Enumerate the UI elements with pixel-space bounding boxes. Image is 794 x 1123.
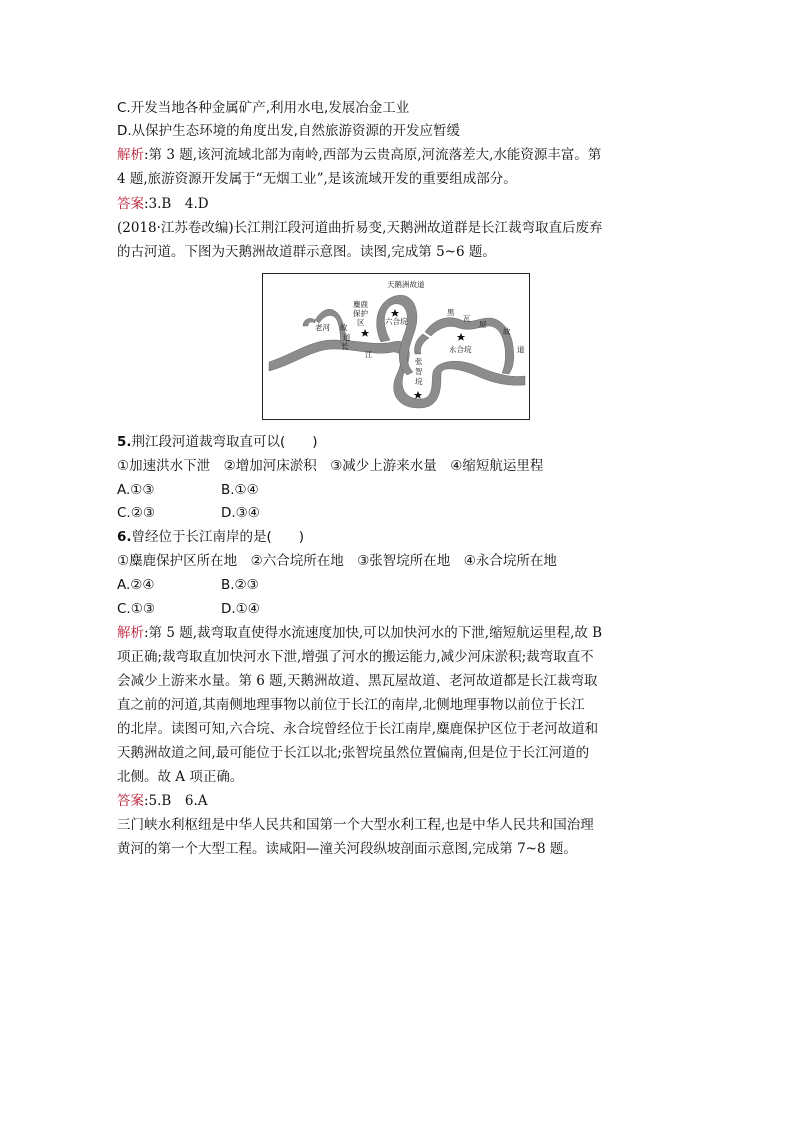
analysis-label: 解析 [117,147,144,163]
analysis2-line-5: 的北岸。读图可知,六合垸、永合垸曾经位于长江南岸,麋鹿保护区位于老河故道和 [117,721,599,737]
map-label-yonghekeng: 永合垸 [449,345,472,354]
analysis2-label: 解析 [117,625,144,641]
prev-analysis-line-2: 4 题,旅游资源开发属于“无烟工业”,是该流域开发的重要组成部分。 [117,171,517,187]
map-label-hei: 黑 [447,308,455,317]
intro-line-1: (2018·江苏卷改编)长江荆江段河道曲折易变,天鹅洲故道群是长江裁弯取直后废弃 [117,220,603,236]
q6-options-row-1 [117,575,679,595]
map-label-zhangzhi-2: 智 [415,367,423,376]
next-intro-line-2: 黄河的第一个大型工程。读咸阳—潼关河段纵坡剖面示意图,完成第 7~8 题。 [117,841,577,857]
map-label-gudao-left-1: 故 [340,323,348,332]
map-label-tianezhou: 天鹅洲故道 [387,280,425,289]
map-label-wu: 屋 [479,320,487,329]
prev-analysis-line-1: 解析:第 3 题,该河流域北部为南岭,西部为云贵高原,河流落差大,水能资源丰富。第 [117,147,602,163]
analysis2-line-4: 直之前的河道,其南侧地理事物以前位于长江的南岸,北侧地理事物以前位于长江 [117,697,585,713]
q5-option-b[interactable]: B.①④ [221,482,259,498]
q6-option-d[interactable]: D.①④ [221,601,260,617]
prev-option-c: C.开发当地各种金属矿产,利用水电,发展冶金工业 [117,100,410,116]
intro-line-2: 的古河道。下图为天鹅洲故道群示意图。读图,完成第 5~6 题。 [117,244,496,260]
analysis2-line-7: 北侧。故 A 项正确。 [117,769,244,785]
zhangzhikeng-star [414,391,422,399]
analysis2-line-3: 会减少上游来水量。第 6 题,天鹅洲故道、黑瓦屋故道、老河故道都是长江裁弯取 [117,673,598,689]
analysis2-line-2: 项正确;裁弯取直加快河水下泄,增强了河水的搬运能力,减少河床淤积;裁弯取直不 [117,649,594,665]
map-label-gu-right: 故 [503,327,511,336]
q6-options-row-2 [117,599,679,619]
analysis2-line-6: 天鹅洲故道之间,最可能位于长江以北;张智垸虽然位置偏南,但是位于长江河道的 [117,745,590,761]
answer2-label: 答案 [117,793,144,809]
tianezhou-map-figure [262,273,530,420]
map-label-zhangzhi-1: 张 [415,357,423,366]
q5-number: 5. [117,434,132,450]
analysis2-answer: 答案:5.B 6.A [117,793,208,809]
prev-option-d: D.从保护生态环境的角度出发,自然旅游资源的开发应暂缓 [117,123,460,139]
map-label-milu-2: 保护 [353,309,368,318]
prev-answer: 答案:3.B 4.D [117,196,209,212]
analysis2-line-1: 解析:第 5 题,裁弯取直使得水流速度加快,可以加快河水的下泄,缩短航运里程,故 B [117,625,603,641]
answer-label: 答案 [117,196,144,212]
q6-stem: 6.曾经位于长江南岸的是( ) [117,529,305,545]
q5-options-row-1 [117,480,679,500]
q5-option-a[interactable]: A.①③ [117,482,155,498]
map-label-jiang: 江 [365,350,373,359]
q5-items: ①加速洪水下泄 ②增加河床淤积 ③减少上游来水量 ④缩短航运里程 [117,458,544,474]
q6-number: 6. [117,529,132,545]
q5-option-d[interactable]: D.③④ [221,505,260,521]
next-intro-line-1: 三门峡水利枢纽是中华人民共和国第一个大型水利工程,也是中华人民共和国治理 [117,817,594,833]
map-label-wa: 瓦 [463,314,471,323]
map-label-liuhekeng: 六合垸 [385,317,408,326]
q5-options-row-2 [117,503,679,523]
yonghekeng-star [457,333,465,341]
map-label-milu-3: 区 [357,318,365,327]
map-label-gudao-left-2: 道 [343,333,351,342]
map-label-milu-1: 麋鹿 [353,300,368,309]
map-label-chang: 长 [341,342,349,351]
milu-star [361,329,369,337]
map-label-laohe: 老河 [315,323,330,332]
yangtze-river [269,340,525,408]
q6-option-b[interactable]: B.②③ [221,577,259,593]
liuhekeng-star [391,309,399,317]
q6-option-c[interactable]: C.①③ [117,601,155,617]
map-label-dao-right: 道 [517,345,525,354]
q6-items: ①麋鹿保护区所在地 ②六合垸所在地 ③张智垸所在地 ④永合垸所在地 [117,553,557,569]
q5-stem: 5.荆江段河道裁弯取直可以( ) [117,434,318,450]
q6-option-a[interactable]: A.②④ [117,577,155,593]
map-label-zhangzhi-3: 垸 [415,377,423,386]
tianezhou-oxbow [377,295,417,375]
q5-option-c[interactable]: C.②③ [117,505,155,521]
